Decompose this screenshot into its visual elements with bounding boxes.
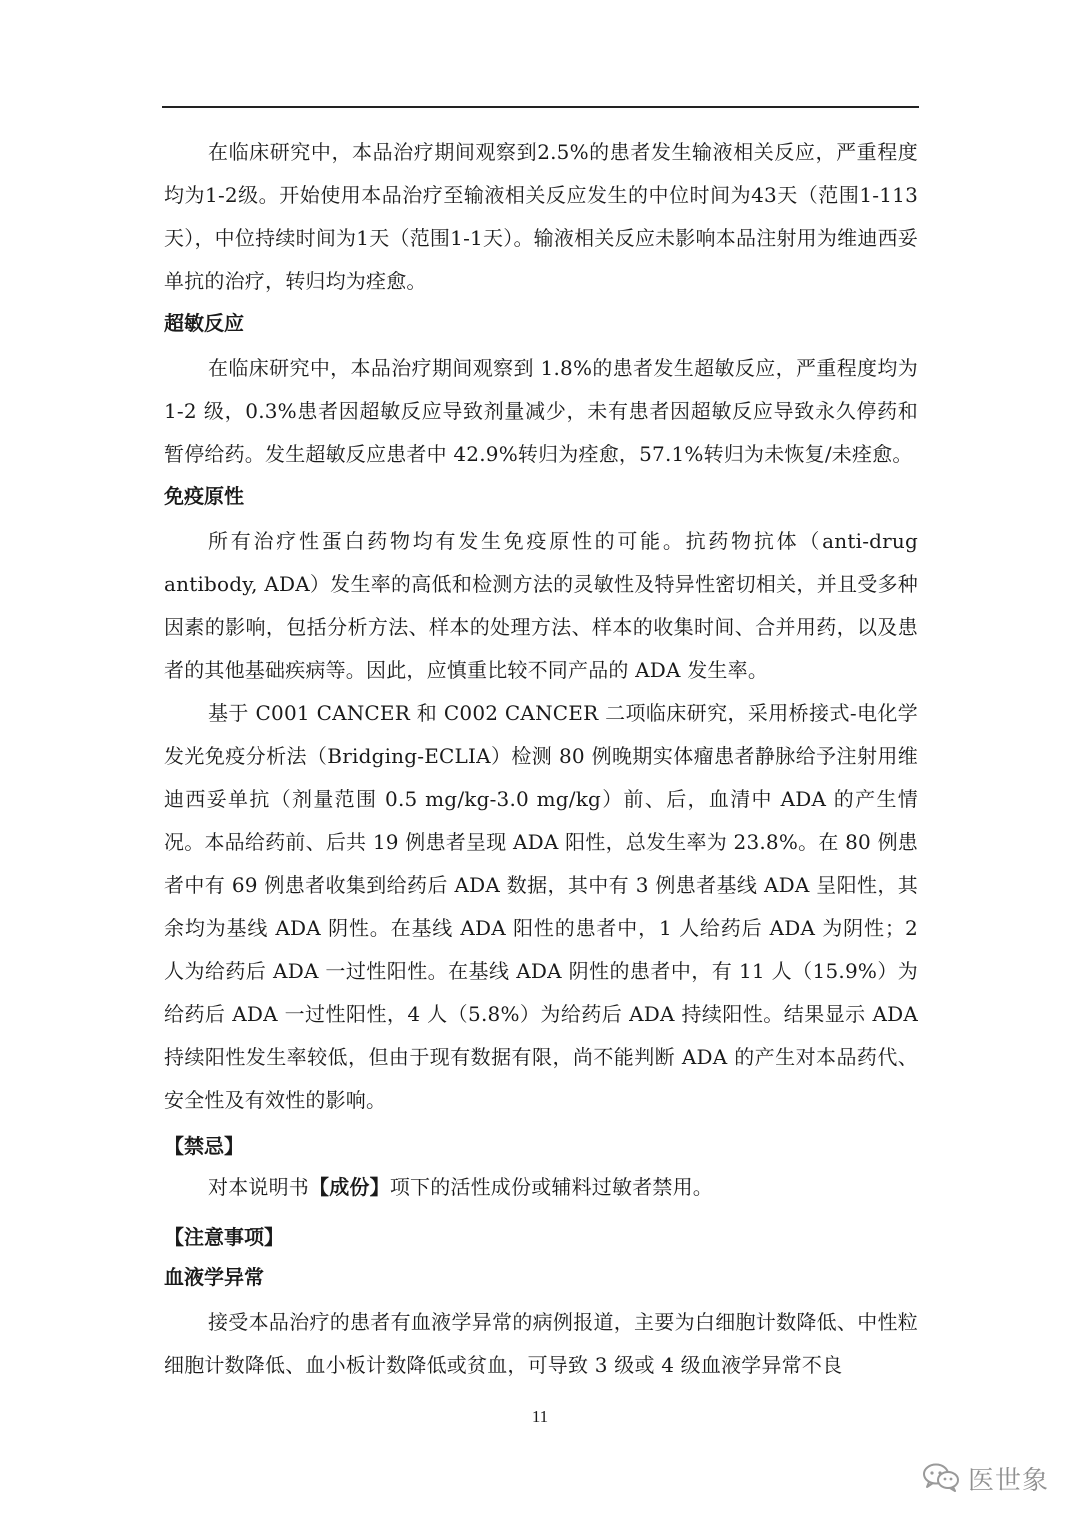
paragraph-infusion-reaction: 在临床研究中，本品治疗期间观察到2.5%的患者发生输液相关反应，严重程度均为1-2级。开始使用本品治疗至输液相关反应发生的中位时间为43天（范围1-113天），中位持续时间为1天（范围1-1天）。输液相关反应未影响本品注射用为维迪西妥单抗的治疗，转归均为痊愈。 (164, 140, 918, 293)
contra-text-ingredients: 【成份】 (309, 1175, 390, 1199)
heading-immunogenicity: 免疫原性 (164, 484, 244, 508)
header-rule (162, 106, 919, 108)
heading-hematologic-abnormalities: 血液学异常 (164, 1265, 264, 1289)
section-title-contraindications: 【禁忌】 (164, 1134, 244, 1158)
paragraph-immunogenicity-general: 所有治疗性蛋白药物均有发生免疫原性的可能。抗药物抗体（anti-drug antibody, ADA）发生率的高低和检测方法的灵敏性及特异性密切相关，并且受多种因素的影响，包括分析方法、样本的处理方法、样本的收集时间、合并用药，以及患者的其他基础疾病等。因此，应慎重比较不同产品的 ADA 发生率。 (164, 529, 918, 682)
document-body (164, 131, 918, 1387)
watermark-text: 医世象 (968, 1466, 1050, 1496)
watermark (922, 1460, 1049, 1497)
page-number: 11 (531, 1407, 549, 1426)
contra-text-pre: 对本说明书 (208, 1175, 309, 1199)
paragraph-hypersensitivity: 在临床研究中，本品治疗期间观察到 1.8%的患者发生超敏反应，严重程度均为 1-2 级，0.3%患者因超敏反应导致剂量减少，未有患者因超敏反应导致永久停药和暂停给药。发生超敏反应患者中 42.9%转归为痊愈，57.1%转归为未恢复/未痊愈。 (164, 356, 918, 466)
paragraph-hematologic: 接受本品治疗的患者有血液学异常的病例报道，主要为白细胞计数降低、中性粒细胞计数降低、血小板计数降低或贫血，可导致 3 级或 4 级血液学异常不良 (164, 1310, 918, 1377)
paragraph-immunogenicity-study: 基于 C001 CANCER 和 C002 CANCER 二项临床研究，采用桥接式-电化学发光免疫分析法（Bridging-ECLIA）检测 80 例晚期实体瘤患者静脉给予注射用维迪西妥单抗（剂量范围 0.5 mg/kg-3.0 mg/kg）前、后，血清中 ADA 的产生情况。本品给药前、后共 19 例患者呈现 ADA 阳性，总发生率为 23.8%。在 80 例患者中有 69 例患者收集到给药后 ADA 数据，其中有 3 例患者基线 ADA 呈阳性，其余均为基线 ADA 阴性。在基线 ADA 阳性的患者中，1 人给药后 ADA 为阴性；2 人为给药后 ADA 一过性阳性。在基线 ADA 阴性的患者中，有 11 人（15.9%）为给药后 ADA 一过性阳性，4 人（5.8%）为给药后 ADA 持续阳性。结果显示 ADA 持续阳性发生率较低，但由于现有数据有限，尚不能判断 ADA 的产生对本品药代、安全性及有效性的影响。 (164, 701, 918, 1112)
paragraph-contraindications (164, 1166, 918, 1209)
section-title-precautions: 【注意事项】 (164, 1225, 284, 1249)
contra-text-post: 项下的活性成份或辅料过敏者禁用。 (389, 1175, 714, 1199)
heading-hypersensitivity: 超敏反应 (164, 311, 244, 335)
wechat-icon (922, 1462, 960, 1496)
